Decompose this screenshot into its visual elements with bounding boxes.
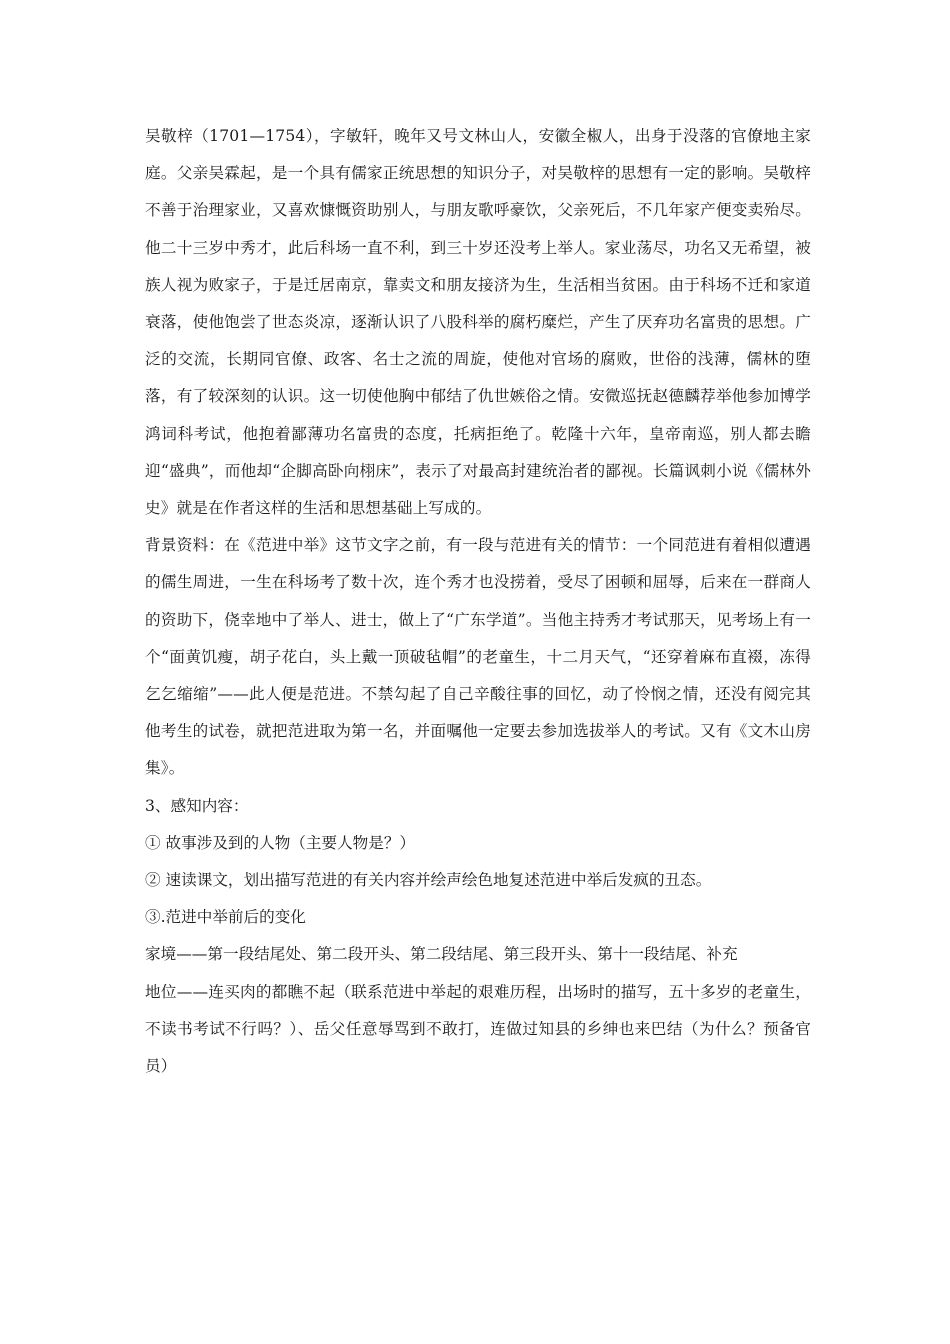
author-bio-paragraph: 吴敬梓（1701—1754），字敏轩，晚年又号文林山人，安徽全椒人，出身于没落的官僚地主家庭。父亲吴霖起，是一个具有儒家正统思想的知识分子，对吴敬梓的思想有一定的影响。吴敬梓不善于治理家业，又喜欢慷慨资助别人，与朋友歌呼豪饮，父亲死后，不几年家产便变卖殆尽。他二十三岁中秀才，此后科场一直不利，到三十岁还没考上举人。家业荡尽，功名又无希望，被族人视为败家子，于是迁居南京，靠卖文和朋友接济为生，生活相当贫困。由于科场不迁和家道衰落，使他饱尝了世态炎凉，逐渐认识了八股科举的腐朽糜烂，产生了厌弃功名富贵的思想。广泛的交流，长期同官僚、政客、名士之流的周旋，使他对官场的腐败，世俗的浅薄，儒林的堕落，有了较深刻的认识。这一切使他胸中郁结了仇世嫉俗之情。安微巡抚赵德麟荐举他参加博学鸿词科考试，他抱着鄙薄功名富贵的态度，托病拒绝了。乾隆十六年，皇帝南巡，别人都去瞻迎“盛典”，而他却“企脚高卧向栩床”，表示了对最高封建统治者的鄙视。长篇讽刺小说《儒林外史》就是在作者这样的生活和思想基础上写成的。 xyxy=(145,127,811,518)
document-body xyxy=(145,118,811,1085)
list-item-reading-task: ② 速读课文，划出描写范进的有关内容并绘声绘色地复述范进中举后发疯的丑态。 xyxy=(145,871,712,890)
background-paragraph: 背景资料：在《范进中举》这节文字之前，有一段与范进有关的情节：一个同范进有着相似遭遇的儒生周进，一生在科场考了数十次，连个秀才也没捞着，受尽了困顿和屈辱，后来在一群商人的资助下，侥幸地中了举人、进士，做上了“广东学道”。当他主持秀才考试那天，见考场上有一个“面黄饥瘦，胡子花白，头上戴一顶破毡帽”的老童生，十二月天气，“还穿着麻布直裰，冻得乞乞缩缩”——此人便是范进。不禁勾起了自己辛酸往事的回忆，动了怜悯之情，还没有阅完其他考生的试卷，就把范进取为第一名，并面嘱他一定要去参加选拔举人的考试。又有《文木山房集》。 xyxy=(145,536,811,778)
social-status-paragraph: 地位——连买肉的都瞧不起（联系范进中举起的艰难历程，出场时的描写，五十多岁的老童生，不读书考试不行吗？）、岳父任意辱骂到不敢打，连做过知县的乡绅也来巴结（为什么？预备官员） xyxy=(145,982,811,1076)
section-heading: 3、感知内容： xyxy=(145,796,249,815)
list-item-changes: ③.范进中举前后的变化 xyxy=(145,908,306,927)
list-item-characters: ① 故事涉及到的人物（主要人物是？） xyxy=(145,833,416,852)
family-circumstance-line: 家境——第一段结尾处、第二段开头、第二段结尾、第三段开头、第十一段结尾、补充 xyxy=(145,945,738,964)
